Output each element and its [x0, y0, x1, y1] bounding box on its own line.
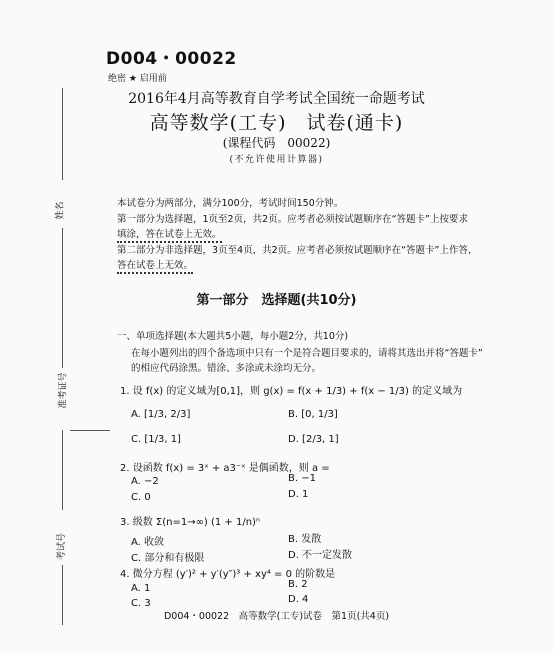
option-c: C. 部分和有极限 [131, 553, 205, 564]
section-title: 一、单项选择题(本大题共5小题，每小题2分，共10分) [117, 331, 349, 342]
instruction-line: 第一部分为选择题，1页至2页，共2页。应考者必须按试题顺序在“答题卡”上按要求 [117, 214, 468, 225]
confidential-mark: 绝密 ★ 启用前 [108, 74, 167, 84]
option-a: A. 收敛 [131, 537, 165, 548]
option-a: A. 1 [131, 583, 151, 594]
instruction-line: 答在试卷上无效。 [117, 257, 193, 274]
calculator-note: (不允许使用计算器) [229, 155, 324, 165]
question-stem: 3. 级数 Σ(n=1→∞) (1 + 1/n)ⁿ [120, 517, 260, 528]
name-label: 姓名 [55, 201, 66, 220]
margin-rule [70, 430, 110, 431]
margin-line [62, 430, 63, 510]
option-a: A. [1/3, 2/3] [131, 409, 191, 420]
instruction-line: 第二部分为非选择题，3页至4页，共2页。应考者必须按试题顺序在“答题卡”上作答， [117, 245, 478, 256]
subject-title: 高等数学(工专) 试卷(通卡) [149, 112, 404, 134]
part-title: 第一部分 选择题(共10分) [196, 293, 357, 308]
page-footer: D004・00022 高等数学(工专)试卷 第1页(共4页) [163, 611, 390, 622]
option-b: B. 发散 [288, 534, 322, 545]
option-c: C. [1/3, 1] [131, 434, 181, 445]
exam-title: 2016年4月高等教育自学考试全国统一命题考试 [128, 91, 425, 107]
instruction-line: 本试卷分为两部分，满分100分，考试时间150分钟。 [117, 198, 344, 209]
option-d: D. [2/3, 1] [288, 434, 339, 445]
option-c: C. 0 [131, 492, 151, 503]
option-b: B. [0, 1/3] [288, 409, 338, 420]
paper-code: D004・00022 [106, 49, 237, 69]
option-b: B. −1 [288, 473, 316, 484]
option-c: C. 3 [131, 598, 151, 609]
margin-line [62, 88, 63, 180]
admission-label: 准考证号 [58, 372, 69, 409]
option-b: B. 2 [288, 579, 308, 590]
option-d: D. 1 [288, 489, 309, 500]
option-d: D. 4 [288, 594, 309, 605]
room-label: 考试号 [57, 532, 68, 561]
section-desc: 在每小题列出的四个备选项中只有一个是符合题目要求的，请将其选出并将“答题卡” [131, 348, 483, 359]
question-stem: 2. 设函数 f(x) = 3ˣ + a3⁻ˣ 是偶函数，则 a = [120, 463, 330, 474]
instruction-line: 填涂，答在试卷上无效。 [117, 226, 222, 243]
course-code: (课程代码 00022) [222, 136, 331, 150]
section-desc: 的相应代码涂黑。错涂、多涂或未涂均无分。 [131, 363, 322, 374]
option-d: D. 不一定发散 [288, 550, 353, 561]
question-stem: 4. 微分方程 (y′)² + y′(y″)³ + xy⁴ = 0 的阶数是 [120, 569, 336, 580]
option-a: A. −2 [131, 476, 159, 487]
question-stem: 1. 设 f(x) 的定义域为[0,1]，则 g(x) = f(x + 1/3) + f(x − 1/3) 的定义域为 [120, 386, 463, 397]
